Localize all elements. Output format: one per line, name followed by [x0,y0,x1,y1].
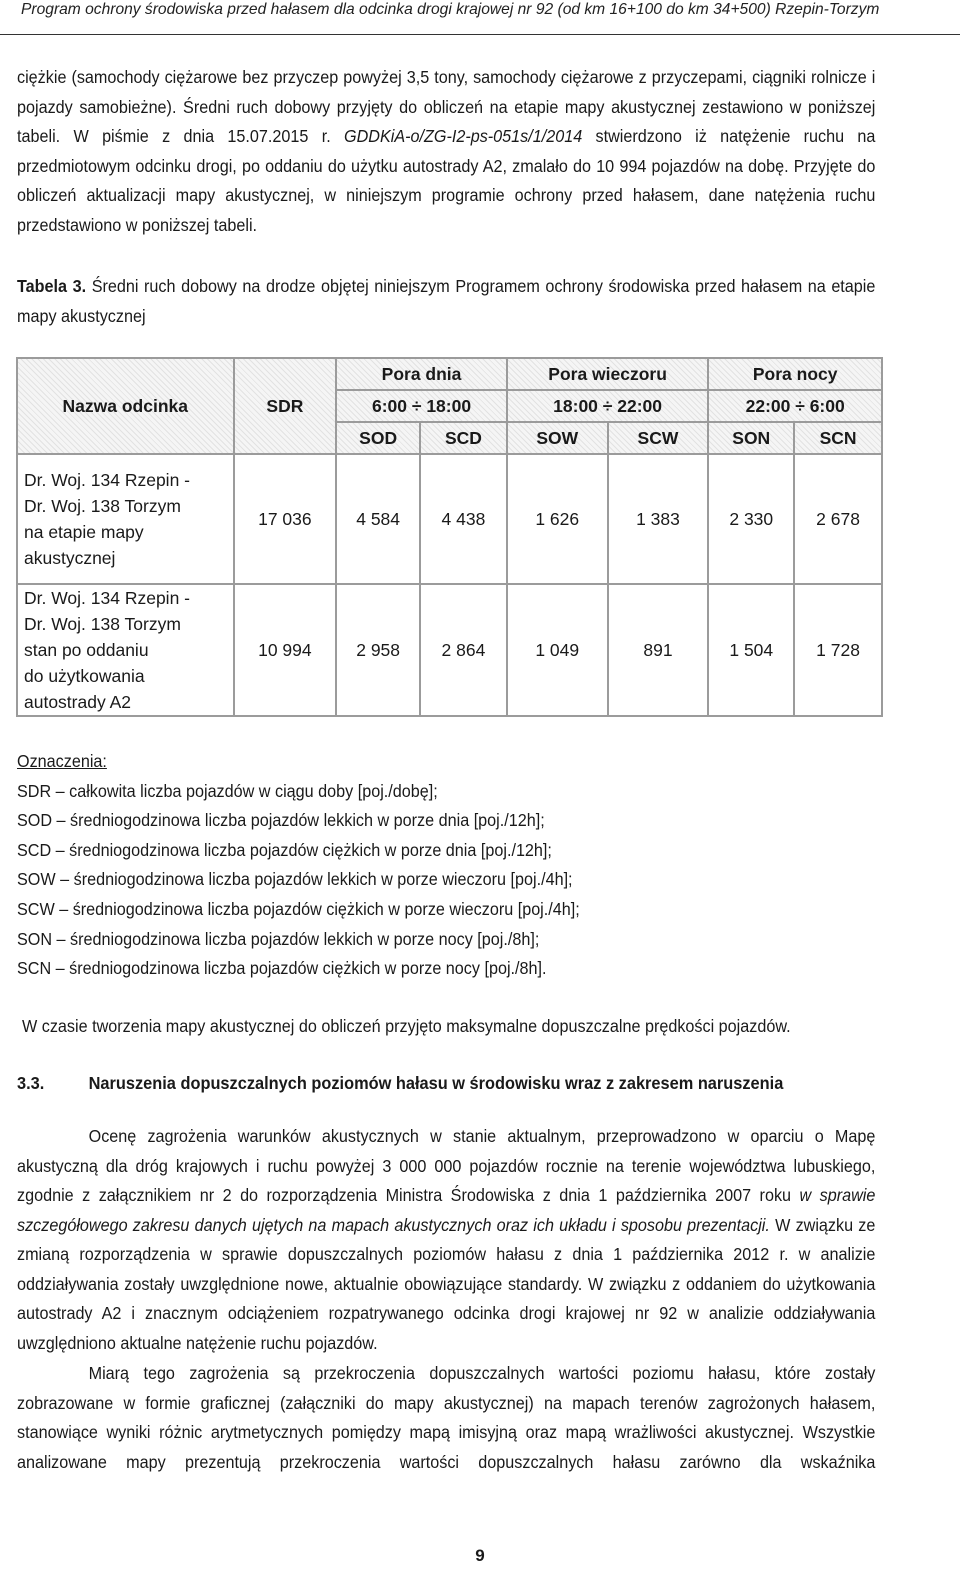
legend-item: SOW – średniogodzinowa liczba pojazdów lekkich w porze wieczoru [poj./4h]; [17,869,573,890]
segment-name-line: Dr. Woj. 134 Rzepin - [24,588,190,608]
segment-name-line: Dr. Woj. 134 Rzepin - [24,470,190,490]
intro-text-1: ciężkie (samochody ciężarowe bez przyczep powyżej 3,5 tony, samochody ciężarowe z przyczepami, ciągniki rolnicze i pojazdy samobieżne). Średni ruch dobowy przyjęty do obliczeń na etapie mapy akustycznej zestawiono w poniższej tabeli. W piśmie z dnia 15.07.2015 r. [17,67,876,146]
body-paragraph-2 [17,1359,875,1477]
body-text-1: Ocenę zagrożenia warunków akustycznych w stanie aktualnym, przeprowadzono w oparciu o Mapę akustyczną dla dróg krajowych i ruchu powyżej 3 000 000 pojazdów rocznie na terenie województwa lubuskiego, zgodnie z załącznikiem nr 2 do rozporządzenia Ministra Środowiska z dnia 1 października 2007 roku [17,1126,876,1205]
sow-cell: 1 049 [507,584,608,716]
scn-cell: 1 728 [794,584,882,716]
sod-cell: 2 958 [336,584,420,716]
body-paragraph-1 [17,1122,875,1358]
header-sow: SOW [507,422,608,454]
speed-note-text: W czasie tworzenia mapy akustycznej do obliczeń przyjęto maksymalne dopuszczalne prędkości pojazdów. [22,1016,791,1036]
segment-name-cell [17,584,234,716]
legend-item: SDR – całkowita liczba pojazdów w ciągu doby [poj./dobę]; [17,780,438,801]
segment-name-line: do użytkowania [24,666,145,686]
section-number: 3.3. [17,1073,45,1093]
scd-cell: 4 438 [420,454,507,584]
segment-name-line: Dr. Woj. 138 Torzym [24,496,181,516]
header-sod: SOD [336,422,420,454]
segment-name-line: autostrady A2 [24,692,132,712]
header-son: SON [708,422,794,454]
segment-name-line: stan po oddaniu [24,640,149,660]
legend-item: SCD – średniogodzinowa liczba pojazdów ciężkich w porze dnia [poj./12h]; [17,839,552,860]
segment-name-cell [17,454,234,584]
header-scd: SCD [420,422,507,454]
running-title: Program ochrony środowiska przed hałasem dla odcinka drogi krajowej nr 92 (od km 16+100 do km 34+500) Rzepin-Torzym [21,1,880,18]
table-caption-text: Średni ruch dobowy na drodze objętej niniejszym Programem ochrony środowiska przed hałasem na etapie mapy akustycznej [17,276,876,326]
table-header-row-1 [17,358,882,390]
traffic-table [16,357,883,717]
table-caption [17,272,875,331]
scn-cell: 2 678 [794,454,882,584]
legend [17,747,742,984]
header-scw: SCW [608,422,709,454]
header-sdr: SDR [234,358,337,454]
header-scn: SCN [794,422,882,454]
sdr-cell: 17 036 [234,454,337,584]
legend-item: SCW – średniogodzinowa liczba pojazdów ciężkich w porze wieczoru [poj./4h]; [17,898,580,919]
section-title: Naruszenia dopuszczalnych poziomów hałasu w środowisku wraz z zakresem naruszenia [88,1073,784,1093]
sdr-cell: 10 994 [234,584,337,716]
letter-reference: GDDKiA-o/ZG-I2-ps-051s/1/2014 [344,126,583,146]
son-cell: 2 330 [708,454,794,584]
header-period-evening: Pora wieczoru [507,358,709,390]
intro-text-2: stwierdzono iż natężenie ruchu na przedmiotowym odcinku drogi, po oddaniu do użytku autostrady A2, zmalało do 10 994 pojazdów na dobę. Przyjęte do obliczeń aktualizacji mapy akustycznej, w niniejszym programie ochrony przed hałasem, dane natężenia ruchu przedstawiono w poniższej tabeli. [17,126,876,235]
segment-name-line: akustycznej [24,548,116,568]
speed-note [22,1012,880,1042]
table-row [17,454,882,584]
intro-paragraph [17,63,875,240]
segment-name-line: na etapie mapy [24,522,144,542]
header-segment-name: Nazwa odcinka [17,358,234,454]
legend-item: SCN – średniogodzinowa liczba pojazdów ciężkich w porze nocy [poj./8h]. [17,958,547,979]
sow-cell: 1 626 [507,454,608,584]
legend-item: SON – średniogodzinowa liczba pojazdów lekkich w porze nocy [poj./8h]; [17,928,540,949]
legend-item: SOD – średniogodzinowa liczba pojazdów lekkich w porze dnia [poj./12h]; [17,810,545,831]
regulation-title: w sprawie szczegółowego zakresu danych ujętych na mapach akustycznych oraz ich układu i sposobu prezentacji. [17,1185,876,1235]
body-text-2: W związku ze zmianą rozporządzenia w sprawie dopuszczalnych poziomów hałasu z dnia 1 października 2012 r. w analizie oddziaływania zostały uwzględnione nowe, aktualnie obowiązujące standardy. W związku z oddaniem do użytkowania autostrady A2 i znacznym odciążeniem rozpatrywanego odcinka drogi krajowej nr 92 w analizie oddziaływania uwzględniono aktualne natężenie ruchu pojazdów. [17,1214,876,1353]
header-hours-night: 22:00 ÷ 6:00 [708,390,882,422]
son-cell: 1 504 [708,584,794,716]
header-period-day: Pora dnia [336,358,507,390]
scw-cell: 1 383 [608,454,709,584]
scw-cell: 891 [608,584,709,716]
page-header [0,0,960,35]
page-number: 9 [475,1546,485,1565]
header-hours-evening: 18:00 ÷ 22:00 [507,390,709,422]
scd-cell: 2 864 [420,584,507,716]
sod-cell: 4 584 [336,454,420,584]
header-hours-day: 6:00 ÷ 18:00 [336,390,507,422]
header-period-night: Pora nocy [708,358,882,390]
body-text-3: Miarą tego zagrożenia są przekroczenia dopuszczalnych wartości poziomu hałasu, które zostały zobrazowane w formie graficznej (załączniki do mapy akustycznej) na mapach terenów zagrożonych hałasem, stanowiące wyniki różnic arytmetycznych pomiędzy mapą imisyjną oraz mapą wrażliwości akustycznej. Wszystkie analizowane mapy prezentują przekroczenia wartości dopuszczalnych hałasu zarówno dla wskaźnika [17,1363,876,1472]
segment-name-line: Dr. Woj. 138 Torzym [24,614,181,634]
table-row [17,584,882,716]
legend-title: Oznaczenia: [17,751,107,771]
table-caption-label: Tabela 3. [17,276,87,296]
section-heading [17,1073,891,1094]
